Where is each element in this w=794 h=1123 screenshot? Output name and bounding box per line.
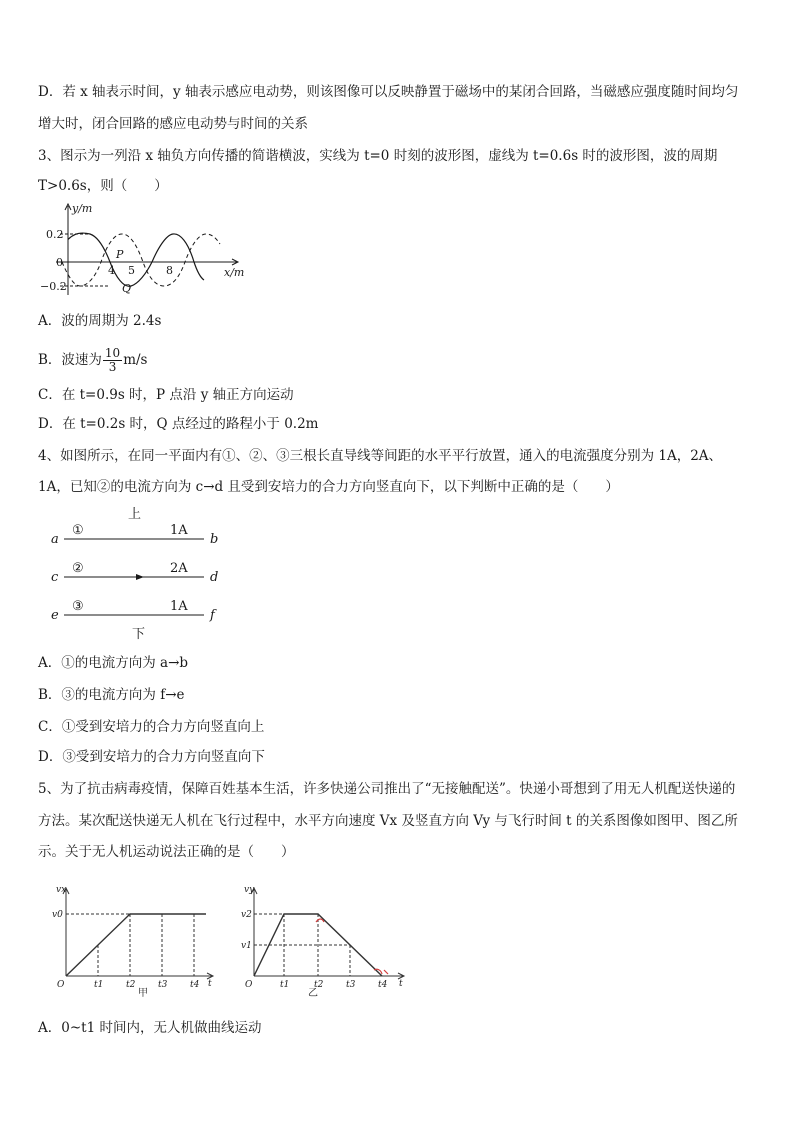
red-mark-t2 bbox=[316, 919, 324, 922]
wire-1-current: 1A bbox=[170, 523, 188, 538]
fig1-t: t bbox=[208, 979, 212, 989]
q5-option-a: A．0~t1 时间内，无人机做曲线运动 bbox=[38, 1020, 262, 1036]
q2-option-d-line1: D．若 x 轴表示时间，y 轴表示感应电动势，则该图像可以反映静置于磁场中的某闭合回路，当磁感应强度随时间均匀 bbox=[38, 84, 739, 100]
label-down: 下 bbox=[132, 627, 146, 642]
fig2-t: t bbox=[399, 979, 403, 989]
q3-y-label: y/m bbox=[72, 202, 93, 215]
wire-2-number: ② bbox=[72, 561, 84, 576]
q4-wires-figure bbox=[46, 502, 236, 642]
wire-1-number: ① bbox=[72, 523, 84, 538]
q3-option-c: C．在 t=0.9s 时，P 点沿 y 轴正方向运动 bbox=[38, 387, 294, 403]
q5-stem-line2: 方法。某次配送快递无人机在飞行过程中，水平方向速度 Vx 及竖直方向 Vy 与飞行时间 t 的关系图像如图甲、图乙所 bbox=[38, 813, 738, 829]
fig2-caption: 乙 bbox=[308, 988, 318, 999]
label-up: 上 bbox=[128, 507, 142, 522]
q4-option-c: C．①受到安培力的合力方向竖直向上 bbox=[38, 719, 265, 735]
wire-3-current: 1A bbox=[170, 599, 188, 614]
q3-tick-8: 8 bbox=[166, 264, 173, 277]
q3-tick-neg0.2: −0.2 bbox=[40, 280, 67, 293]
fig2-ylabel: vy bbox=[244, 885, 255, 895]
fig1-v0: v0 bbox=[52, 910, 63, 920]
q5-stem-line1: 5、为了抗击病毒疫情，保障百姓基本生活，许多快递公司推出了“无接触配送”。快递小哥想到了用无人机配送快递的 bbox=[38, 781, 736, 797]
wire-3-end-e: e bbox=[51, 608, 59, 623]
q5-figure-jia bbox=[48, 884, 218, 999]
q4-stem-line2: 1A，已知②的电流方向为 c→d 且受到安培力的合力方向竖直向下，以下判断中正确的是（ ） bbox=[38, 479, 619, 495]
wire-2-current-arrow bbox=[136, 574, 144, 580]
fraction-denominator: 3 bbox=[108, 360, 117, 374]
q3-option-b-suffix: m/s bbox=[123, 352, 148, 368]
fig1-ylabel: vx bbox=[56, 885, 67, 895]
fig2-v1: v1 bbox=[241, 941, 252, 951]
q3-stem-line2: T>0.6s，则（ ） bbox=[38, 178, 168, 194]
q4-stem-line1: 4、如图所示，在同一平面内有①、②、③三根长直导线等间距的水平平行放置，通入的电流强度分别为 1A，2A、 bbox=[38, 448, 723, 464]
q4-option-a: A．①的电流方向为 a→b bbox=[38, 655, 189, 671]
q4-option-d: D．③受到安培力的合力方向竖直向下 bbox=[38, 749, 265, 765]
fig1-t1: t1 bbox=[94, 980, 104, 990]
fig2-t4: t4 bbox=[378, 980, 388, 990]
q3-x-label: x/m bbox=[224, 266, 245, 279]
q3-stem-line1: 3、图示为一列沿 x 轴负方向传播的简谐横波，实线为 t=0 时刻的波形图，虚线为 t=0.6s 时的波形图，波的周期 bbox=[38, 148, 718, 164]
vx-curve bbox=[66, 914, 206, 976]
q3-point-Q: Q bbox=[122, 282, 132, 295]
fig1-t2: t2 bbox=[126, 980, 136, 990]
q4-option-b: B．③的电流方向为 f→e bbox=[38, 687, 185, 703]
fig2-t3: t3 bbox=[346, 980, 356, 990]
fig2-origin: O bbox=[245, 980, 253, 990]
q3-tick-4: 4 bbox=[108, 264, 115, 277]
wire-3-end-f: f bbox=[210, 608, 215, 623]
fraction-numerator: 10 bbox=[104, 346, 121, 360]
wave-solid-t0 bbox=[68, 233, 204, 286]
wire-1-end-a: a bbox=[51, 532, 59, 547]
fig1-caption: 甲 bbox=[138, 988, 148, 999]
fig1-origin: O bbox=[57, 980, 65, 990]
q3-option-b bbox=[38, 347, 758, 374]
fig2-t2: t2 bbox=[314, 980, 324, 990]
q3-point-P: P bbox=[116, 248, 124, 261]
q5-figure-yi bbox=[236, 884, 411, 999]
fig2-t1: t1 bbox=[280, 980, 290, 990]
q2-option-d-line2: 增大时，闭合回路的感应电动势与时间的关系 bbox=[38, 116, 308, 132]
q3-tick-0.2: 0.2 bbox=[46, 228, 64, 241]
q3-tick-0: 0 bbox=[56, 256, 63, 269]
wire-2-end-d: d bbox=[210, 570, 219, 585]
q3-option-b-prefix: B．波速为 bbox=[38, 352, 102, 368]
q3-option-b-fraction bbox=[103, 347, 122, 374]
fig1-t3: t3 bbox=[158, 980, 168, 990]
fig2-v2: v2 bbox=[241, 910, 252, 920]
q3-wave-figure bbox=[38, 200, 248, 300]
q3-tick-5: 5 bbox=[128, 264, 135, 277]
q5-stem-line3: 示。关于无人机运动说法正确的是（ ） bbox=[38, 844, 295, 860]
wire-2-end-c: c bbox=[51, 570, 59, 585]
wire-3-number: ③ bbox=[72, 599, 84, 614]
fig1-t4: t4 bbox=[190, 980, 200, 990]
q3-option-d: D．在 t=0.2s 时，Q 点经过的路程小于 0.2m bbox=[38, 416, 319, 432]
wire-1-end-b: b bbox=[210, 532, 219, 547]
q3-option-a: A．波的周期为 2.4s bbox=[38, 313, 162, 329]
red-mark-t4b bbox=[384, 970, 388, 974]
wire-2-current: 2A bbox=[170, 561, 188, 576]
